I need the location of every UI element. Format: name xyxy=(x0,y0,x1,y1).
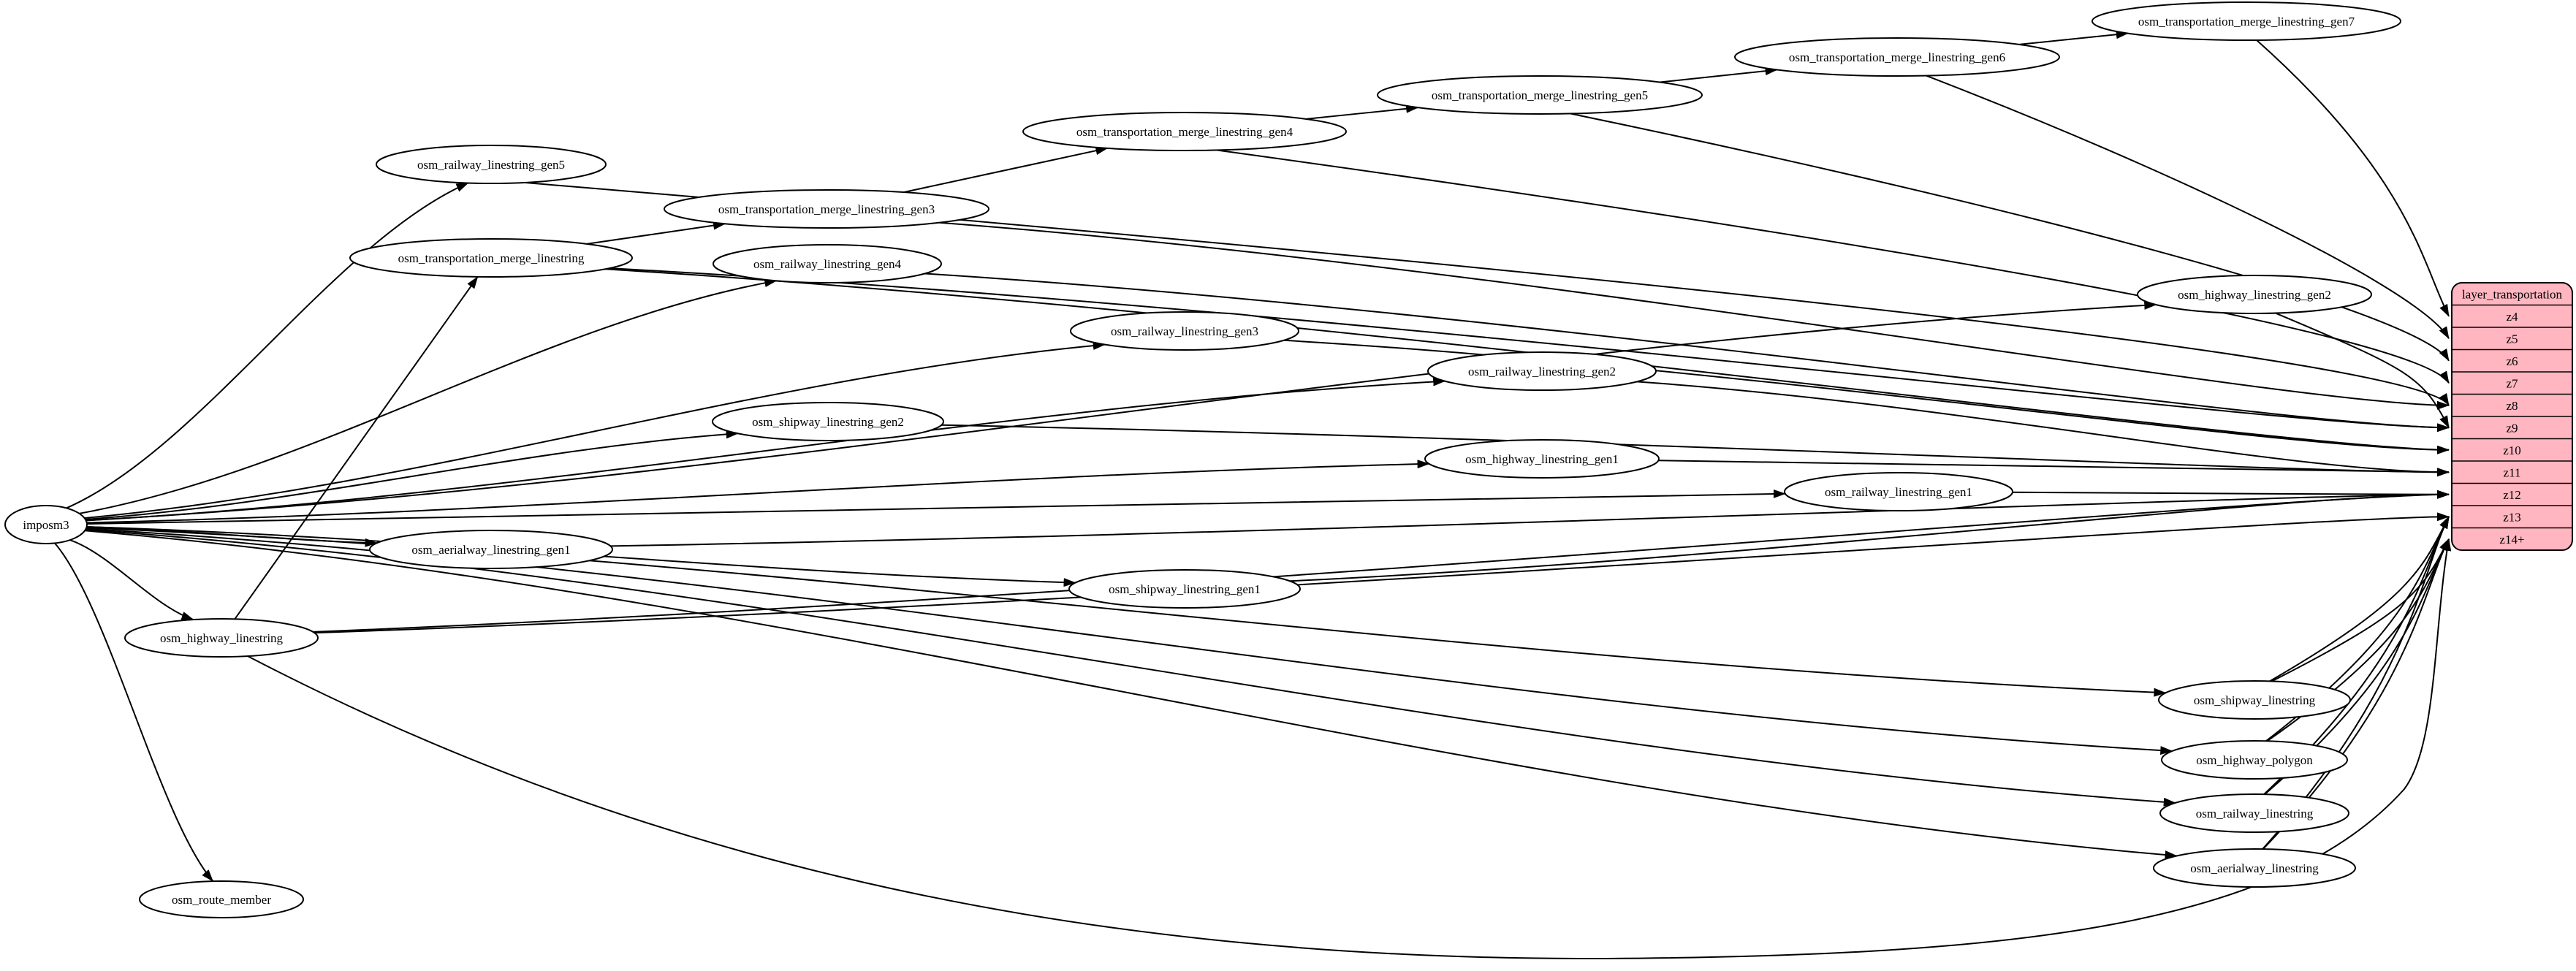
layer-transportation-table xyxy=(2452,283,2572,550)
edge-merge_gen3-merge_gen4 xyxy=(904,148,1108,192)
node-aerialway_gen1 xyxy=(370,530,612,568)
node-aerialway xyxy=(2154,849,2355,887)
node-aerialway-label: osm_aerialway_linestring xyxy=(2190,861,2319,875)
edge-highway-z13 xyxy=(314,517,2449,633)
table-row-z7 xyxy=(2506,376,2518,390)
node-route_member xyxy=(140,881,303,918)
table-row-label: z14+ xyxy=(2499,532,2525,547)
node-aerialway_gen1-label: osm_aerialway_linestring_gen1 xyxy=(411,543,571,557)
edge-highway-z12 xyxy=(314,495,2450,632)
node-railway xyxy=(2160,794,2349,832)
node-railway_gen4-label: osm_railway_linestring_gen4 xyxy=(753,257,902,271)
node-railway_gen4 xyxy=(713,245,941,283)
node-merge-label: osm_transportation_merge_linestring xyxy=(398,251,585,265)
edge-highway-z14plus xyxy=(248,539,2449,959)
node-railway_gen1-label: osm_railway_linestring_gen1 xyxy=(1824,485,1973,499)
edge-imposm3-railway_gen5 xyxy=(67,183,468,509)
node-shipway_gen1-label: osm_shipway_linestring_gen1 xyxy=(1109,582,1261,596)
node-highway_gen2 xyxy=(2138,275,2371,313)
table-row-z8 xyxy=(2506,399,2518,413)
table-row-z12 xyxy=(2503,488,2521,502)
edge-aerialway_gen1-z12 xyxy=(610,495,2449,547)
edge-imposm3-railway_gen3 xyxy=(85,345,1105,518)
node-merge_gen3-label: osm_transportation_merge_linestring_gen3 xyxy=(718,202,935,216)
edge-imposm3-railway_gen4 xyxy=(80,281,777,514)
table-row-z10 xyxy=(2503,443,2521,457)
node-railway_gen2-label: osm_railway_linestring_gen2 xyxy=(1467,365,1616,378)
node-imposm3-label: imposm3 xyxy=(23,518,69,532)
edge-merge_gen5-merge_gen6 xyxy=(1660,70,1777,83)
table-row-label: z9 xyxy=(2506,421,2518,435)
node-railway_gen3 xyxy=(1071,312,1299,350)
edge-imposm3-railway xyxy=(86,530,2176,803)
edge-merge-merge_gen3 xyxy=(587,224,725,244)
table-row-z4 xyxy=(2506,310,2518,324)
table-row-label: z8 xyxy=(2506,398,2518,413)
node-merge_gen6-label: osm_transportation_merge_linestring_gen6 xyxy=(1788,50,2006,64)
node-shipway-label: osm_shipway_linestring xyxy=(2193,693,2316,707)
node-highway_gen1 xyxy=(1425,440,1659,478)
edge-shipway-z14plus xyxy=(2272,539,2449,682)
node-merge_gen3 xyxy=(664,190,989,228)
edge-merge_gen4-merge_gen5 xyxy=(1306,107,1418,119)
edge-imposm3-route_member xyxy=(55,543,213,881)
node-highway xyxy=(125,619,318,657)
node-merge_gen5-label: osm_transportation_merge_linestring_gen5 xyxy=(1431,88,1649,102)
edge-merge_gen6-merge_gen7 xyxy=(2019,34,2128,45)
edge-railway_gen3-z10 xyxy=(1284,340,2449,450)
table-row-z9 xyxy=(2506,421,2518,435)
edge-imposm3-highway xyxy=(70,540,194,620)
node-merge_gen4 xyxy=(1023,113,1346,151)
table-row-z13 xyxy=(2503,510,2521,524)
node-railway_gen1 xyxy=(1785,473,2013,511)
node-railway_gen2 xyxy=(1428,352,1656,390)
edge-imposm3-railway_gen2 xyxy=(86,381,1445,521)
table-row-z11 xyxy=(2504,465,2521,479)
node-merge_gen7 xyxy=(2092,2,2401,40)
node-highway_gen1-label: osm_highway_linestring_gen1 xyxy=(1465,452,1619,466)
node-shipway_gen1 xyxy=(1069,570,1300,608)
table-row-label: z4 xyxy=(2506,309,2518,324)
table-header-label: layer_transportation xyxy=(2462,287,2562,302)
node-merge_gen4-label: osm_transportation_merge_linestring_gen4 xyxy=(1076,125,1293,139)
edge-highway_gen1-z11 xyxy=(1658,460,2449,472)
node-shipway xyxy=(2159,681,2350,719)
edge-highway-merge xyxy=(235,277,477,619)
node-merge_gen5 xyxy=(1378,76,1702,114)
table-row-label: z5 xyxy=(2506,332,2518,346)
edge-merge_gen5-z6 xyxy=(1570,114,2449,361)
node-route_member-label: osm_route_member xyxy=(172,893,271,907)
node-shipway_gen2-label: osm_shipway_linestring_gen2 xyxy=(752,415,904,429)
table-row-label: z13 xyxy=(2503,510,2521,525)
table-row-z14plus xyxy=(2499,533,2524,547)
table-row-label: z7 xyxy=(2506,376,2518,391)
node-railway_gen5 xyxy=(376,145,606,183)
table-row-label: z6 xyxy=(2506,354,2518,368)
node-merge_gen7-label: osm_transportation_merge_linestring_gen7 xyxy=(2138,15,2355,28)
edge-imposm3-highway_gen1 xyxy=(87,464,1429,523)
node-highway_polygon-label: osm_highway_polygon xyxy=(2196,753,2313,767)
node-highway_gen2-label: osm_highway_linestring_gen2 xyxy=(2178,288,2331,302)
edge-railway_gen1-z12 xyxy=(2013,492,2449,495)
edge-imposm3-railway_gen1 xyxy=(87,494,1785,524)
node-railway-label: osm_railway_linestring xyxy=(2195,807,2314,820)
node-highway_polygon xyxy=(2162,741,2347,779)
node-merge_gen6 xyxy=(1735,38,2059,76)
node-railway_gen3-label: osm_railway_linestring_gen3 xyxy=(1110,324,1259,338)
table-row-label: z10 xyxy=(2503,443,2521,457)
edge-merge_gen7-z4 xyxy=(2257,40,2449,316)
node-shipway_gen2 xyxy=(713,403,943,441)
node-railway_gen5-label: osm_railway_linestring_gen5 xyxy=(417,158,566,172)
node-imposm3 xyxy=(5,506,87,544)
node-highway-label: osm_highway_linestring xyxy=(159,631,284,645)
table-row-z6 xyxy=(2506,354,2518,368)
table-row-z5 xyxy=(2506,332,2518,346)
node-merge xyxy=(350,239,632,277)
table-row-label: z11 xyxy=(2503,465,2521,480)
table-row-label: z12 xyxy=(2503,487,2521,502)
